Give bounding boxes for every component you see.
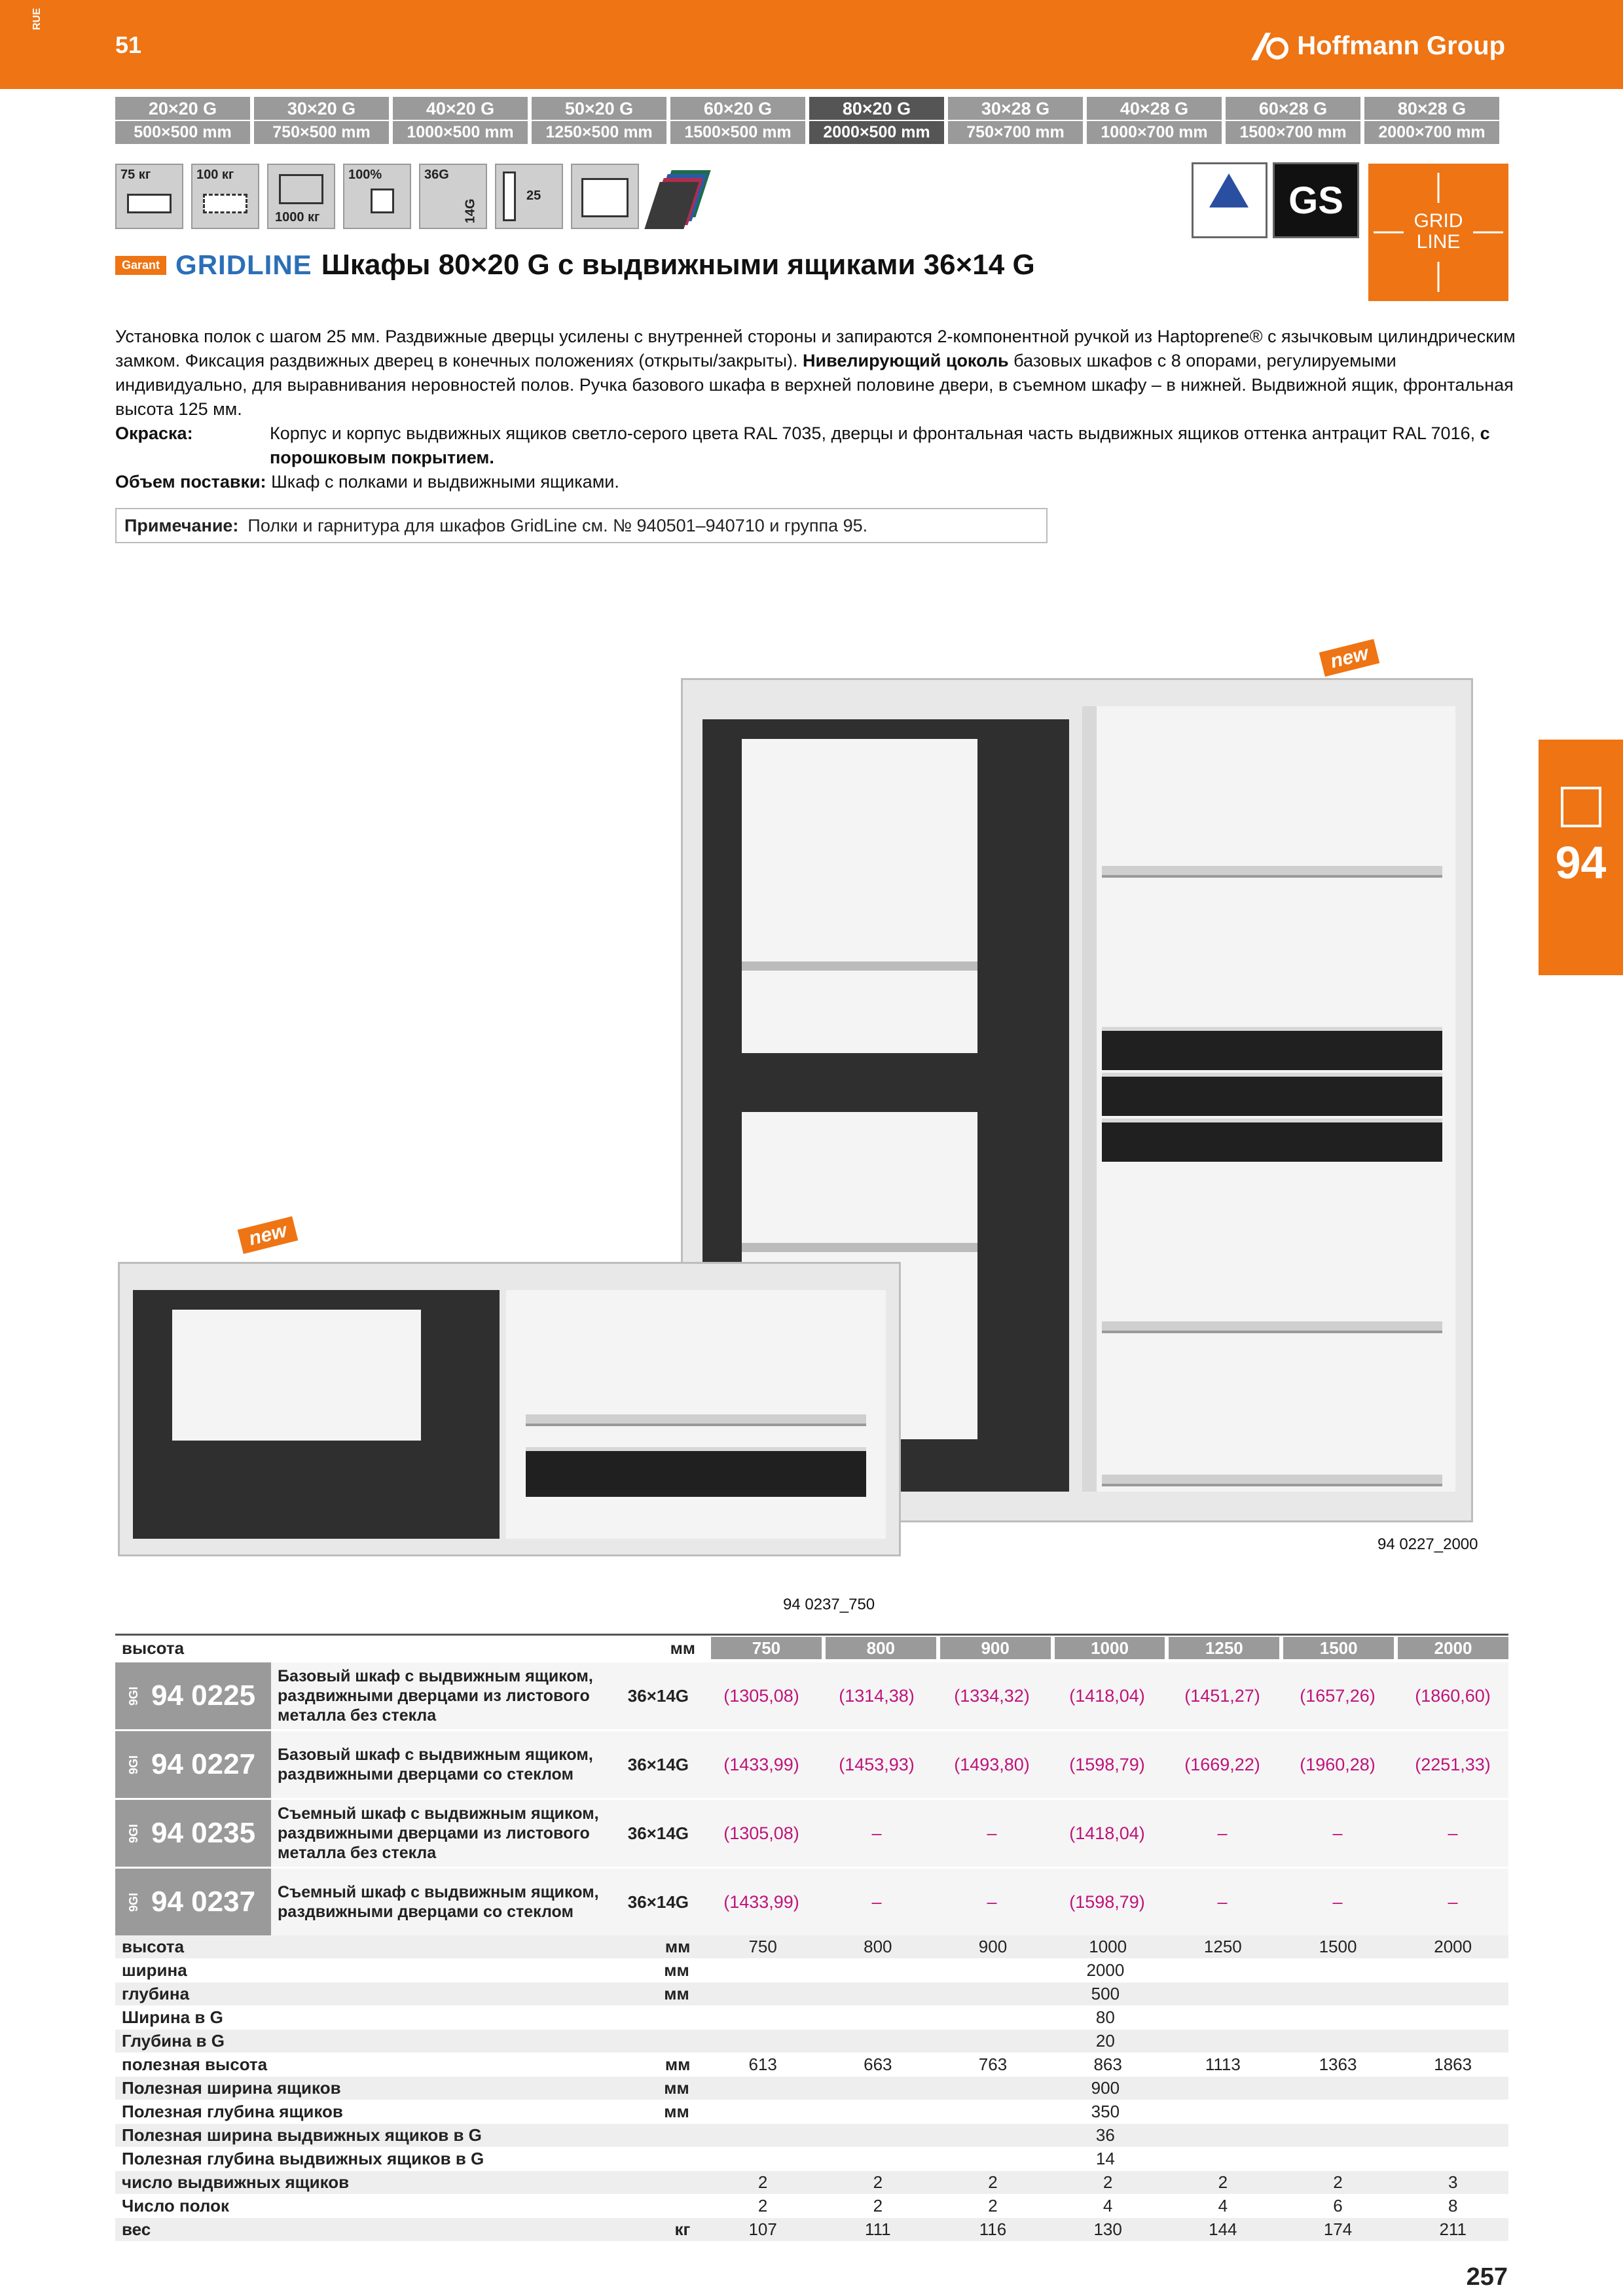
page-title: Шкафы 80×20 G с выдвижными ящиками 36×14 G bbox=[321, 249, 1035, 281]
cabinet-interior-small bbox=[506, 1290, 886, 1539]
spec-unit: мм bbox=[664, 1960, 689, 1980]
price-cell: – bbox=[1217, 1892, 1228, 1912]
spec-value: 763 bbox=[978, 2054, 1008, 2074]
spec-value: 111 bbox=[865, 2219, 891, 2239]
size-option[interactable] bbox=[1087, 97, 1222, 144]
spec-value: 2 bbox=[757, 2196, 768, 2215]
height-column-header: 750 bbox=[711, 1637, 822, 1659]
language-code: RUE bbox=[31, 8, 43, 30]
paint-row: Окраска: Корпус и корпус выдвижных ящиков светло-серого цвета RAL 7035, дверцы и фронтальная часть выдвижных ящиков оттенка антрацит RAL 7016, с порошковым покрытием. bbox=[115, 423, 1490, 467]
spec-value: 8 bbox=[1448, 2196, 1458, 2215]
height-column-header: 1000 bbox=[1055, 1637, 1165, 1659]
product-code[interactable] bbox=[115, 1869, 271, 1935]
table-row bbox=[115, 1798, 1508, 1867]
price-rows bbox=[115, 1660, 1508, 1935]
load-drawer-icon: 100 кг bbox=[191, 164, 259, 229]
size-mm-label: 750×500 mm bbox=[272, 123, 371, 141]
tuv-certificate-icon bbox=[1192, 162, 1267, 238]
size-option[interactable] bbox=[1226, 97, 1360, 144]
price-cell: – bbox=[1217, 1823, 1228, 1843]
spec-value: 750 bbox=[748, 1937, 777, 1956]
price-cell: – bbox=[871, 1892, 882, 1912]
size-option[interactable] bbox=[115, 97, 250, 144]
price-cell: (1418,04) bbox=[1069, 1823, 1145, 1843]
new-badge-small: new bbox=[238, 1216, 299, 1254]
spec-value: 500 bbox=[1091, 1984, 1120, 2003]
spec-row bbox=[115, 2100, 1508, 2124]
code-number: 94 0237 bbox=[151, 1886, 256, 1918]
size-mm-label: 1000×700 mm bbox=[1101, 123, 1208, 141]
spec-value: 1500 bbox=[1319, 1937, 1357, 1956]
product-description bbox=[115, 325, 1516, 494]
spec-unit: мм bbox=[664, 1984, 689, 2003]
spec-label: высота bbox=[122, 1937, 185, 1956]
cabinet-interior bbox=[1082, 706, 1455, 1492]
size-grid-label: 40×28 G bbox=[1087, 98, 1222, 121]
spec-value: 900 bbox=[1091, 2078, 1120, 2098]
spec-rows bbox=[115, 1935, 1508, 2242]
spec-value: 1000 bbox=[1089, 1937, 1127, 1956]
drawer-dimension: 36×14G bbox=[627, 1685, 689, 1706]
product-code[interactable] bbox=[115, 1731, 271, 1798]
price-cell: (1334,32) bbox=[954, 1685, 1030, 1706]
price-cell: (1860,60) bbox=[1415, 1685, 1491, 1706]
gs-certificate-icon: GS bbox=[1273, 162, 1359, 238]
spec-row bbox=[115, 2006, 1508, 2030]
size-option[interactable] bbox=[254, 97, 389, 144]
size-mm-label: 750×700 mm bbox=[966, 123, 1065, 141]
size-mm-label: 1500×700 mm bbox=[1239, 123, 1347, 141]
description-intro: Установка полок с шагом 25 мм. Раздвижные дверцы усилены с внутренней стороны и запираются 2-компонентной ручкой из Haptoprene® с язычковым цилиндрическим замком. Фиксация раздвижных дверец в конечных положениях (открыты/закрыты). Нивелирующий цоколь базовых шкафов с 8 опорами, регулируемыми индивидуально, для выравнивания неровностей полов. Ручка базового шкафа в верхней половине двери, в съемном шкафу – в нижней. Выдвижной ящик, фронтальная высота 125 мм. bbox=[115, 327, 1516, 419]
spec-value: 6 bbox=[1333, 2196, 1343, 2215]
price-cell: – bbox=[1448, 1892, 1458, 1912]
size-option[interactable] bbox=[670, 97, 805, 144]
size-grid-label: 50×20 G bbox=[532, 98, 666, 121]
spec-row bbox=[115, 2171, 1508, 2195]
spec-label: Полезная ширина выдвижных ящиков в G bbox=[122, 2125, 482, 2145]
spec-value: 1863 bbox=[1434, 2054, 1472, 2074]
hoffmann-logo[interactable] bbox=[1249, 29, 1505, 63]
spec-row bbox=[115, 2218, 1508, 2242]
price-cell: (1960,28) bbox=[1300, 1754, 1376, 1774]
spec-value: 2 bbox=[873, 2172, 883, 2192]
price-cell: (1453,93) bbox=[839, 1754, 915, 1774]
load-shelf-icon: 75 кг bbox=[115, 164, 183, 229]
code-number: 94 0225 bbox=[151, 1679, 256, 1712]
spec-value: 663 bbox=[864, 2054, 892, 2074]
spec-value: 1113 bbox=[1205, 2054, 1241, 2074]
spec-value: 800 bbox=[864, 1937, 892, 1956]
spec-value: 144 bbox=[1209, 2219, 1237, 2239]
feature-icons bbox=[115, 164, 715, 229]
spec-row bbox=[115, 1959, 1508, 1982]
height-column-header: 800 bbox=[826, 1637, 936, 1659]
table-row bbox=[115, 1660, 1508, 1729]
spec-label: Полезная глубина ящиков bbox=[122, 2102, 343, 2121]
product-description: Базовый шкаф с выдвижным ящиком, раздвижными дверцами из листового металла без стекла bbox=[278, 1667, 593, 1725]
full-extension-icon: 100% bbox=[343, 164, 411, 229]
spec-row bbox=[115, 2147, 1508, 2171]
spec-value: 2 bbox=[988, 2196, 998, 2215]
drawer-dimension: 36×14G bbox=[627, 1823, 689, 1843]
height-column-header: 900 bbox=[940, 1637, 1051, 1659]
spec-value: 2 bbox=[1218, 2172, 1228, 2192]
spec-label: Глубина в G bbox=[122, 2031, 225, 2051]
spec-value: 2 bbox=[1103, 2172, 1113, 2192]
code-prefix: 9GI bbox=[127, 1686, 141, 1706]
spec-row bbox=[115, 1935, 1508, 1959]
price-cell: (1433,99) bbox=[723, 1754, 799, 1774]
price-cell: (1305,08) bbox=[723, 1823, 799, 1843]
logo-text: Hoffmann Group bbox=[1297, 31, 1505, 60]
spec-label: Полезная глубина выдвижных ящиков в G bbox=[122, 2149, 484, 2168]
size-grid-label: 80×20 G bbox=[809, 98, 944, 121]
garant-logo: Garant bbox=[115, 256, 166, 275]
size-option[interactable] bbox=[393, 97, 528, 144]
spec-value: 2 bbox=[1333, 2172, 1343, 2192]
lock-icon bbox=[571, 164, 639, 229]
size-grid-label: 60×28 G bbox=[1226, 98, 1360, 121]
spec-value: 2 bbox=[873, 2196, 883, 2215]
size-grid-label: 30×28 G bbox=[948, 98, 1083, 121]
spec-value: 36 bbox=[1095, 2125, 1115, 2145]
spec-label: ширина bbox=[122, 1960, 187, 1980]
price-cell: (1493,80) bbox=[954, 1754, 1030, 1774]
page-number: 257 bbox=[1466, 2263, 1508, 2291]
sliding-door-small bbox=[133, 1290, 500, 1539]
spec-label: число выдвижных ящиков bbox=[122, 2172, 350, 2192]
size-mm-label: 1500×500 mm bbox=[684, 123, 792, 141]
spec-label: глубина bbox=[122, 1984, 190, 2003]
spec-value: 2000 bbox=[1434, 1937, 1472, 1956]
spec-row bbox=[115, 2053, 1508, 2077]
spec-value: 1250 bbox=[1203, 1937, 1242, 1956]
price-cell: (2251,33) bbox=[1415, 1754, 1491, 1774]
spec-row bbox=[115, 2195, 1508, 2218]
price-cell: (1657,26) bbox=[1300, 1685, 1376, 1706]
spec-value: 211 bbox=[1439, 2219, 1467, 2239]
height-column-header: 1250 bbox=[1169, 1637, 1279, 1659]
height-column-header: 2000 bbox=[1398, 1637, 1508, 1659]
color-swatches-icon bbox=[647, 164, 715, 229]
size-grid-label: 20×20 G bbox=[115, 98, 250, 121]
supply-row: Объем поставки: Шкаф с полками и выдвижными ящиками. bbox=[115, 472, 619, 492]
size-grid-label: 30×20 G bbox=[254, 98, 389, 121]
code-prefix: 9GI bbox=[127, 1755, 141, 1774]
size-grid-label: 60×20 G bbox=[670, 98, 805, 121]
drawer-dimension: 36×14G bbox=[627, 1754, 689, 1774]
spec-value: 174 bbox=[1323, 2219, 1353, 2239]
spec-value: 130 bbox=[1093, 2219, 1122, 2239]
spec-value: 80 bbox=[1095, 2007, 1115, 2027]
spec-value: 4 bbox=[1218, 2196, 1228, 2215]
price-cell: – bbox=[987, 1892, 997, 1912]
gridline-logo: GRIDLINE bbox=[175, 249, 312, 280]
logo-icon bbox=[1249, 29, 1290, 63]
price-cell: (1598,79) bbox=[1069, 1892, 1145, 1912]
spec-value: 107 bbox=[748, 2219, 777, 2239]
spec-value: 900 bbox=[978, 1937, 1008, 1956]
spec-label: Число полок bbox=[122, 2196, 229, 2215]
spec-row bbox=[115, 2030, 1508, 2053]
size-option[interactable] bbox=[1364, 97, 1499, 144]
spec-value: 863 bbox=[1093, 2054, 1122, 2074]
image-caption-small: 94 0237_750 bbox=[783, 1596, 875, 1613]
spec-unit: мм bbox=[664, 2102, 689, 2121]
price-cell: (1669,22) bbox=[1184, 1754, 1260, 1774]
spec-unit: мм bbox=[664, 2078, 689, 2098]
price-cell: – bbox=[1332, 1892, 1343, 1912]
spec-value: 20 bbox=[1095, 2031, 1115, 2051]
spec-row bbox=[115, 2124, 1508, 2147]
code-number: 94 0227 bbox=[151, 1748, 256, 1780]
table-header: высота мм 750 800 900 1000 1250 1500 2000 bbox=[115, 1634, 1508, 1660]
spec-value: 350 bbox=[1091, 2102, 1120, 2121]
spec-value: 3 bbox=[1448, 2172, 1458, 2192]
size-mm-label: 2000×500 mm bbox=[823, 123, 930, 141]
code-prefix: 9GI bbox=[127, 1892, 141, 1912]
price-cell: (1433,99) bbox=[723, 1892, 799, 1912]
spec-value: 116 bbox=[979, 2219, 1007, 2239]
product-description: Съемный шкаф с выдвижным ящиком, раздвижными дверцами из листового металла без стекла bbox=[278, 1804, 599, 1862]
new-badge: new bbox=[1319, 639, 1380, 677]
code-number: 94 0235 bbox=[151, 1817, 256, 1849]
size-mm-label: 1250×500 mm bbox=[545, 123, 653, 141]
spec-unit: мм bbox=[665, 1937, 691, 1956]
table-row bbox=[115, 1729, 1508, 1798]
size-mm-label: 1000×500 mm bbox=[407, 123, 514, 141]
catalog-page-number: 51 bbox=[115, 31, 142, 58]
spec-row bbox=[115, 1982, 1508, 2006]
cabinet-icon bbox=[1561, 787, 1601, 827]
product-title bbox=[115, 249, 1035, 281]
spec-label: вес bbox=[122, 2219, 151, 2239]
price-cell: (1418,04) bbox=[1069, 1685, 1145, 1706]
spec-value: 613 bbox=[748, 2054, 777, 2074]
product-description: Съемный шкаф с выдвижным ящиком, раздвижными дверцами со стеклом bbox=[278, 1883, 599, 1921]
spec-label: Ширина в G bbox=[122, 2007, 223, 2027]
price-cell: – bbox=[1332, 1823, 1343, 1843]
product-code[interactable] bbox=[115, 1800, 271, 1867]
size-mm-label: 2000×700 mm bbox=[1378, 123, 1486, 141]
spec-value: 2000 bbox=[1086, 1960, 1125, 1980]
section-tab[interactable]: 94 bbox=[1539, 740, 1623, 975]
spec-value: 4 bbox=[1103, 2196, 1113, 2215]
size-selector bbox=[115, 97, 1499, 144]
load-cabinet-icon: 1000 кг bbox=[267, 164, 335, 229]
note-box: Примечание: Полки и гарнитура для шкафов GridLine см. № 940501–940710 и группа 95. bbox=[115, 508, 1048, 543]
code-prefix: 9GI bbox=[127, 1823, 141, 1843]
spec-value: 1363 bbox=[1319, 2054, 1357, 2074]
price-cell: – bbox=[1448, 1823, 1458, 1843]
price-cell: – bbox=[871, 1823, 882, 1843]
height-column-header: 1500 bbox=[1283, 1637, 1394, 1659]
drawer-dimension: 36×14G bbox=[627, 1892, 689, 1912]
spec-row bbox=[115, 2077, 1508, 2100]
spec-unit: мм bbox=[665, 2054, 691, 2074]
size-option[interactable] bbox=[532, 97, 666, 144]
product-table bbox=[115, 1634, 1508, 2242]
gridline-badge: GRID LINE bbox=[1368, 164, 1508, 301]
size-option[interactable] bbox=[809, 97, 944, 144]
price-cell: (1598,79) bbox=[1069, 1754, 1145, 1774]
spec-label: полезная высота bbox=[122, 2054, 268, 2074]
product-description: Базовый шкаф с выдвижным ящиком, раздвижными дверцами со стеклом bbox=[278, 1746, 593, 1784]
table-row bbox=[115, 1867, 1508, 1935]
spec-value: 14 bbox=[1095, 2149, 1115, 2168]
product-code[interactable] bbox=[115, 1662, 271, 1729]
spec-value: 2 bbox=[757, 2172, 768, 2192]
drawer-grid-icon: 36G 14G bbox=[419, 164, 487, 229]
size-mm-label: 500×500 mm bbox=[134, 123, 232, 141]
size-grid-label: 80×28 G bbox=[1364, 98, 1499, 121]
size-option[interactable] bbox=[948, 97, 1083, 144]
spec-label: Полезная ширина ящиков bbox=[122, 2078, 341, 2098]
price-cell: (1305,08) bbox=[723, 1685, 799, 1706]
price-cell: (1451,27) bbox=[1184, 1685, 1260, 1706]
pitch-icon: 25 bbox=[495, 164, 563, 229]
size-grid-label: 40×20 G bbox=[393, 98, 528, 121]
price-cell: – bbox=[987, 1823, 997, 1843]
spec-unit: кг bbox=[674, 2219, 691, 2239]
cabinet-image-small bbox=[118, 1262, 901, 1556]
price-cell: (1314,38) bbox=[839, 1685, 915, 1706]
image-caption-large: 94 0227_2000 bbox=[1377, 1535, 1478, 1553]
spec-value: 2 bbox=[988, 2172, 998, 2192]
